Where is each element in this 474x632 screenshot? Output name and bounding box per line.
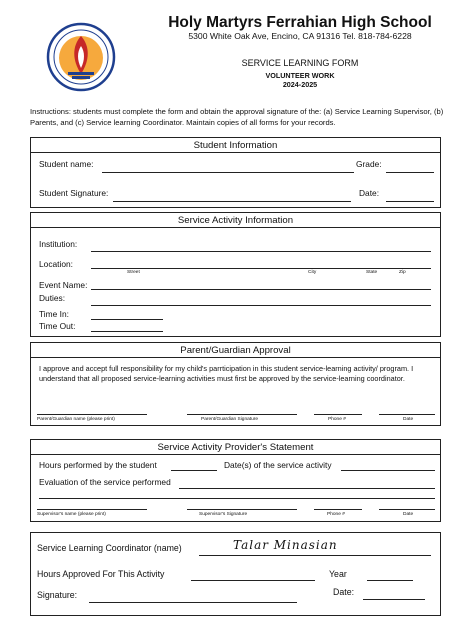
parent-signature-field[interactable]	[187, 414, 297, 415]
year-label: Year	[329, 569, 347, 579]
zip-caption: Zip	[399, 270, 406, 275]
state-caption: State	[366, 270, 378, 275]
evaluation-field-2[interactable]	[39, 498, 435, 499]
hours-approved-label: Hours Approved For This Activity	[37, 569, 165, 579]
supervisor-phone-caption: Phone #	[327, 512, 345, 517]
service-dates-field[interactable]	[341, 470, 435, 471]
time-out-label: Time Out:	[39, 321, 76, 331]
time-in-label: Time In:	[39, 309, 69, 319]
hours-performed-label: Hours performed by the student	[39, 460, 157, 470]
instructions-text: Instructions: students must complete the form and obtain the approval signature of the: (a) Service Learning Supervisor, (b) Parents, and (c) Service learning Coordinator. Maintain copies of all forms for your records.	[30, 107, 444, 127]
supervisor-signature-field[interactable]	[187, 509, 297, 510]
parent-phone-field[interactable]	[314, 414, 362, 415]
parent-name-field[interactable]	[37, 414, 147, 415]
student-information-section	[30, 137, 441, 208]
event-name-label: Event Name:	[39, 280, 88, 290]
parent-signature-caption: Parent/Guardian Signature	[201, 417, 259, 422]
service-dates-label: Date(s) of the service activity	[224, 460, 332, 470]
service-activity-section	[30, 212, 441, 337]
institution-field[interactable]	[91, 251, 431, 252]
supervisor-name-caption: Supervisor's name (please print)	[37, 512, 106, 517]
street-caption: Street	[127, 270, 140, 275]
student-name-field[interactable]	[102, 172, 354, 173]
coordinator-signature-label: Signature:	[37, 590, 78, 600]
coordinator-name-value: Talar Minasian	[233, 538, 338, 552]
evaluation-field-1[interactable]	[179, 488, 435, 489]
provider-statement-section	[30, 439, 441, 522]
supervisor-phone-field[interactable]	[314, 509, 362, 510]
duties-field[interactable]	[91, 305, 431, 306]
student-date-field[interactable]	[386, 201, 434, 202]
school-logo	[46, 22, 116, 92]
supervisor-date-field[interactable]	[379, 509, 435, 510]
form-year: 2024-2025	[282, 80, 318, 89]
coordinator-section	[30, 532, 441, 616]
time-in-field[interactable]	[91, 319, 163, 320]
year-field[interactable]	[367, 580, 413, 581]
supervisor-name-field[interactable]	[37, 509, 147, 510]
parent-approval-section	[30, 342, 441, 426]
event-name-field[interactable]	[91, 289, 431, 290]
coordinator-signature-field[interactable]	[89, 602, 297, 603]
location-field[interactable]	[91, 268, 431, 269]
grade-label: Grade:	[356, 159, 382, 169]
grade-field[interactable]	[386, 172, 434, 173]
institution-label: Institution:	[39, 239, 78, 249]
city-caption: City	[308, 270, 317, 275]
parent-name-caption: Parent/Guardian name (please print)	[37, 417, 115, 422]
coordinator-name-field[interactable]	[199, 555, 431, 556]
hours-performed-field[interactable]	[171, 470, 217, 471]
form-subtitle: VOLUNTEER WORK	[265, 71, 335, 80]
coordinator-name-label: Service Learning Coordinator (name)	[37, 543, 182, 553]
duties-label: Duties:	[39, 293, 66, 303]
student-date-label: Date:	[359, 188, 380, 198]
time-out-field[interactable]	[91, 331, 163, 332]
parent-date-caption: Date	[403, 417, 414, 422]
parent-phone-caption: Phone #	[328, 417, 346, 422]
school-address: 5300 White Oak Ave, Encino, CA 91316 Tel. 818-784-6228	[188, 31, 412, 41]
hours-approved-field[interactable]	[191, 580, 315, 581]
coordinator-date-label: Date:	[333, 587, 355, 597]
section-heading: Service Activity Provider's Statement	[31, 440, 440, 455]
section-heading: Parent/Guardian Approval	[31, 343, 440, 358]
approval-text: I approve and accept full responsibility for my child's parrticipation in this student service-learning activity/ program. I understand that all proposed service-learning activities must first be approved by the service-learning coordinator.	[39, 364, 414, 383]
student-signature-label: Student Signature:	[39, 188, 109, 198]
evaluation-label: Evaluation of the service performed	[39, 477, 171, 487]
section-heading: Service Activity Information	[31, 213, 440, 228]
student-signature-field[interactable]	[113, 201, 351, 202]
form-title: SERVICE LEARNING FORM	[241, 58, 359, 68]
supervisor-date-caption: Date	[403, 512, 414, 517]
supervisor-signature-caption: Supervisor's Signature	[199, 512, 248, 517]
location-label: Location:	[39, 259, 73, 269]
coordinator-date-field[interactable]	[363, 599, 425, 600]
school-name: Holy Martyrs Ferrahian High School	[168, 14, 432, 31]
parent-date-field[interactable]	[379, 414, 435, 415]
student-name-label: Student name:	[39, 159, 94, 169]
section-heading: Student Information	[31, 138, 440, 153]
